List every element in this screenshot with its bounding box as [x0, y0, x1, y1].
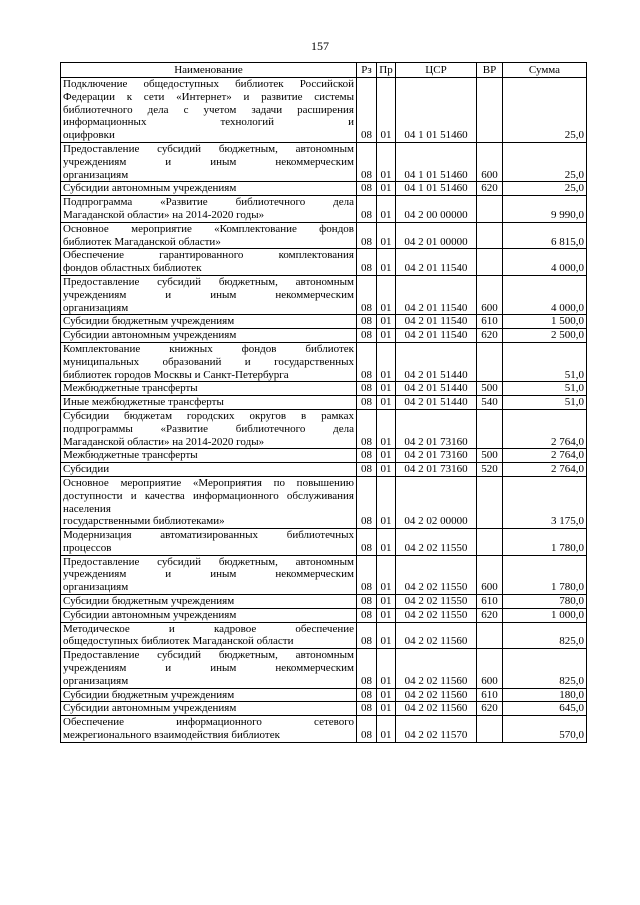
row-vr [477, 342, 503, 381]
row-name-last-line: организациям [63, 581, 129, 594]
row-name-text: Модернизация автоматизированных библиотечных [63, 529, 354, 542]
row-csr: 04 2 01 73160 [396, 463, 477, 477]
row-name-text: Основное мероприятие «Комплектование фондов [63, 222, 354, 235]
row-sum: 180,0 [503, 688, 587, 702]
row-name-last-line: Межбюджетные трансферты [63, 382, 198, 395]
row-csr: 04 1 01 51460 [396, 182, 477, 196]
row-name-text: Предоставление субсидий бюджетным, автономным учреждениям и иным некоммерческим [63, 649, 354, 675]
row-name-last-line: организациям [63, 301, 129, 314]
row-sum: 1 780,0 [503, 555, 587, 594]
row-pr: 01 [377, 342, 396, 381]
row-pr: 01 [377, 78, 396, 143]
row-sum: 4 000,0 [503, 275, 587, 314]
row-name-last-line: Субсидии бюджетным учреждениям [63, 595, 235, 608]
row-pr: 01 [377, 649, 396, 688]
table-row [61, 249, 587, 276]
row-name [61, 476, 357, 528]
row-sum: 2 500,0 [503, 329, 587, 343]
row-csr: 04 2 01 73160 [396, 409, 477, 448]
header-rz: Рз [357, 63, 377, 78]
row-sum: 51,0 [503, 396, 587, 410]
row-rz: 08 [357, 409, 377, 448]
row-rz: 08 [357, 249, 377, 276]
table-row [61, 688, 587, 702]
row-vr [477, 529, 503, 556]
row-pr: 01 [377, 688, 396, 702]
row-name-last-line: Межбюджетные трансферты [63, 449, 198, 462]
row-rz: 08 [357, 329, 377, 343]
row-name-last-line: Субсидии бюджетным учреждениям [63, 315, 235, 328]
row-name [61, 78, 357, 143]
row-name-last-line: Субсидии автономным учреждениям [63, 329, 237, 342]
row-name [61, 463, 357, 477]
row-name [61, 249, 357, 276]
table-row [61, 716, 587, 743]
row-pr: 01 [377, 449, 396, 463]
row-name [61, 449, 357, 463]
table-row [61, 622, 587, 649]
row-name [61, 196, 357, 223]
row-vr: 610 [477, 595, 503, 609]
row-pr: 01 [377, 315, 396, 329]
table-row [61, 449, 587, 463]
row-csr: 04 2 02 11550 [396, 595, 477, 609]
row-csr: 04 2 02 11550 [396, 529, 477, 556]
page-number: 157 [311, 39, 329, 53]
row-pr: 01 [377, 595, 396, 609]
row-name-last-line: процессов [63, 541, 112, 554]
row-name-last-line: фондов областных библиотек [63, 262, 202, 275]
row-rz: 08 [357, 595, 377, 609]
row-name-last-line: Субсидии автономным учреждениям [63, 608, 237, 621]
table-row [61, 608, 587, 622]
budget-table [60, 62, 587, 743]
row-sum: 1 780,0 [503, 529, 587, 556]
row-vr: 540 [477, 396, 503, 410]
table-row [61, 342, 587, 381]
header-sum: Сумма [503, 63, 587, 78]
row-pr: 01 [377, 476, 396, 528]
table-row [61, 396, 587, 410]
table-row [61, 275, 587, 314]
row-rz: 08 [357, 463, 377, 477]
row-name-last-line: Иные межбюджетные трансферты [63, 396, 224, 409]
header-csr: ЦСР [396, 63, 477, 78]
table-row [61, 329, 587, 343]
row-vr: 600 [477, 555, 503, 594]
row-name-text: Субсидии бюджетам городских округов в рамках подпрограммы «Развитие библиотечного дела [63, 409, 354, 435]
table-row [61, 702, 587, 716]
row-rz: 08 [357, 382, 377, 396]
table-row [61, 649, 587, 688]
row-vr [477, 622, 503, 649]
row-rz: 08 [357, 142, 377, 181]
row-name [61, 702, 357, 716]
table-row [61, 463, 587, 477]
row-sum: 645,0 [503, 702, 587, 716]
row-name-last-line: организациям [63, 674, 129, 687]
row-name [61, 649, 357, 688]
row-pr: 01 [377, 142, 396, 181]
row-rz: 08 [357, 688, 377, 702]
row-name [61, 555, 357, 594]
table-row [61, 78, 587, 143]
row-rz: 08 [357, 315, 377, 329]
row-name [61, 716, 357, 743]
row-sum: 9 990,0 [503, 196, 587, 223]
row-name [61, 396, 357, 410]
row-pr: 01 [377, 463, 396, 477]
row-vr: 610 [477, 688, 503, 702]
row-rz: 08 [357, 222, 377, 249]
row-name-text: Обеспечение гарантированного комплектования [63, 249, 354, 262]
row-name [61, 315, 357, 329]
row-sum: 825,0 [503, 649, 587, 688]
header-name: Наименование [61, 63, 357, 78]
row-sum: 25,0 [503, 182, 587, 196]
row-name-last-line: Магаданской области» на 2014-2020 годы» [63, 208, 265, 221]
row-sum: 2 764,0 [503, 449, 587, 463]
row-name-last-line: Субсидии автономным учреждениям [63, 182, 237, 195]
row-csr: 04 2 02 11560 [396, 622, 477, 649]
row-vr [477, 409, 503, 448]
row-name-last-line: Субсидии автономным учреждениям [63, 702, 237, 715]
row-name [61, 382, 357, 396]
row-name [61, 529, 357, 556]
row-vr: 620 [477, 702, 503, 716]
row-pr: 01 [377, 555, 396, 594]
row-rz: 08 [357, 529, 377, 556]
row-rz: 08 [357, 182, 377, 196]
row-csr: 04 2 01 11540 [396, 249, 477, 276]
row-sum: 780,0 [503, 595, 587, 609]
row-csr: 04 2 01 00000 [396, 222, 477, 249]
row-vr: 620 [477, 329, 503, 343]
row-csr: 04 2 01 51440 [396, 382, 477, 396]
row-pr: 01 [377, 382, 396, 396]
row-sum: 2 764,0 [503, 463, 587, 477]
row-vr: 520 [477, 463, 503, 477]
row-name [61, 688, 357, 702]
row-name [61, 595, 357, 609]
row-name [61, 275, 357, 314]
row-rz: 08 [357, 476, 377, 528]
row-sum: 570,0 [503, 716, 587, 743]
row-name [61, 142, 357, 181]
header-vr: ВР [477, 63, 503, 78]
row-csr: 04 1 01 51460 [396, 142, 477, 181]
row-csr: 04 2 01 11540 [396, 329, 477, 343]
row-csr: 04 1 01 51460 [396, 78, 477, 143]
row-pr: 01 [377, 396, 396, 410]
row-rz: 08 [357, 622, 377, 649]
row-vr: 600 [477, 649, 503, 688]
table-row [61, 529, 587, 556]
row-pr: 01 [377, 409, 396, 448]
row-name-text: Предоставление субсидий бюджетным, автономным учреждениям и иным некоммерческим [63, 142, 354, 168]
row-sum: 3 175,0 [503, 476, 587, 528]
row-pr: 01 [377, 196, 396, 223]
row-name-text: Предоставление субсидий бюджетным, автономным учреждениям и иным некоммерческим [63, 555, 354, 581]
table-header-row [61, 63, 587, 78]
row-name [61, 329, 357, 343]
row-csr: 04 2 00 00000 [396, 196, 477, 223]
row-name-text: Методическое и кадровое обеспечение [63, 622, 354, 635]
row-rz: 08 [357, 649, 377, 688]
row-pr: 01 [377, 622, 396, 649]
row-name [61, 342, 357, 381]
row-rz: 08 [357, 716, 377, 743]
row-name [61, 182, 357, 196]
table-row [61, 142, 587, 181]
row-rz: 08 [357, 196, 377, 223]
row-csr: 04 2 02 11570 [396, 716, 477, 743]
row-name-last-line: оцифровки [63, 129, 115, 142]
header-pr: Пр [377, 63, 396, 78]
row-pr: 01 [377, 608, 396, 622]
row-vr: 600 [477, 142, 503, 181]
row-vr: 610 [477, 315, 503, 329]
row-vr [477, 222, 503, 249]
row-rz: 08 [357, 555, 377, 594]
row-sum: 51,0 [503, 342, 587, 381]
row-csr: 04 2 02 11560 [396, 688, 477, 702]
row-name-text: Предоставление субсидий бюджетным, автономным учреждениям и иным некоммерческим [63, 275, 354, 301]
row-sum: 6 815,0 [503, 222, 587, 249]
row-vr [477, 476, 503, 528]
row-vr: 620 [477, 182, 503, 196]
row-pr: 01 [377, 249, 396, 276]
row-sum: 51,0 [503, 382, 587, 396]
row-csr: 04 2 01 51440 [396, 342, 477, 381]
row-pr: 01 [377, 275, 396, 314]
row-rz: 08 [357, 449, 377, 463]
row-csr: 04 2 02 11550 [396, 608, 477, 622]
table-row [61, 476, 587, 528]
table-row [61, 382, 587, 396]
row-pr: 01 [377, 529, 396, 556]
row-name-last-line: библиотек городов Москвы и Санкт-Петербурга [63, 368, 289, 381]
row-csr: 04 2 02 11560 [396, 649, 477, 688]
row-vr [477, 78, 503, 143]
table-row [61, 315, 587, 329]
row-sum: 25,0 [503, 78, 587, 143]
row-vr: 500 [477, 449, 503, 463]
row-name [61, 222, 357, 249]
row-name-last-line: библиотек Магаданской области» [63, 235, 221, 248]
row-name [61, 608, 357, 622]
row-sum: 825,0 [503, 622, 587, 649]
row-name-last-line: Магаданской области» на 2014-2020 годы» [63, 435, 265, 448]
row-name [61, 409, 357, 448]
row-name-last-line: общедоступных библиотек Магаданской области [63, 635, 294, 648]
row-vr: 600 [477, 275, 503, 314]
table-row [61, 182, 587, 196]
row-csr: 04 2 01 11540 [396, 315, 477, 329]
row-rz: 08 [357, 275, 377, 314]
row-sum: 1 000,0 [503, 608, 587, 622]
row-rz: 08 [357, 702, 377, 716]
row-name-last-line: Субсидии бюджетным учреждениям [63, 688, 235, 701]
table-row [61, 409, 587, 448]
row-name-last-line: межрегионального взаимодействия библиотек [63, 729, 280, 742]
row-name-text: Подключение общедоступных библиотек Российской Федерации к сети «Интернет» и развитие системы библиотечного дела с учетом задачи расширения информационных технологий и [63, 78, 354, 129]
row-csr: 04 2 01 73160 [396, 449, 477, 463]
row-pr: 01 [377, 329, 396, 343]
row-sum: 25,0 [503, 142, 587, 181]
row-pr: 01 [377, 222, 396, 249]
row-name-text: Подпрограмма «Развитие библиотечного дела [63, 196, 354, 209]
row-name-text: Обеспечение информационного сетевого [63, 716, 354, 729]
row-vr [477, 716, 503, 743]
row-vr: 500 [477, 382, 503, 396]
row-name-text: Комплектование книжных фондов библиотек муниципальных образований и государственных [63, 342, 354, 368]
row-rz: 08 [357, 78, 377, 143]
row-pr: 01 [377, 702, 396, 716]
table-row [61, 222, 587, 249]
table-row [61, 595, 587, 609]
row-rz: 08 [357, 342, 377, 381]
row-csr: 04 2 01 51440 [396, 396, 477, 410]
row-rz: 08 [357, 608, 377, 622]
row-csr: 04 2 02 00000 [396, 476, 477, 528]
row-sum: 1 500,0 [503, 315, 587, 329]
row-name-last-line: Субсидии [63, 463, 110, 476]
row-name-last-line: организациям [63, 168, 129, 181]
row-name [61, 622, 357, 649]
row-rz: 08 [357, 396, 377, 410]
row-name-text: Основное мероприятие «Мероприятия по повышению доступности и качества информационного обслуживания населения [63, 476, 354, 515]
row-sum: 2 764,0 [503, 409, 587, 448]
row-csr: 04 2 02 11560 [396, 702, 477, 716]
row-csr: 04 2 01 11540 [396, 275, 477, 314]
row-sum: 4 000,0 [503, 249, 587, 276]
table-row [61, 196, 587, 223]
row-vr: 620 [477, 608, 503, 622]
row-csr: 04 2 02 11550 [396, 555, 477, 594]
table-row [61, 555, 587, 594]
row-vr [477, 249, 503, 276]
row-vr [477, 196, 503, 223]
row-name-last-line: государственными библиотеками» [63, 515, 225, 528]
row-pr: 01 [377, 182, 396, 196]
row-pr: 01 [377, 716, 396, 743]
